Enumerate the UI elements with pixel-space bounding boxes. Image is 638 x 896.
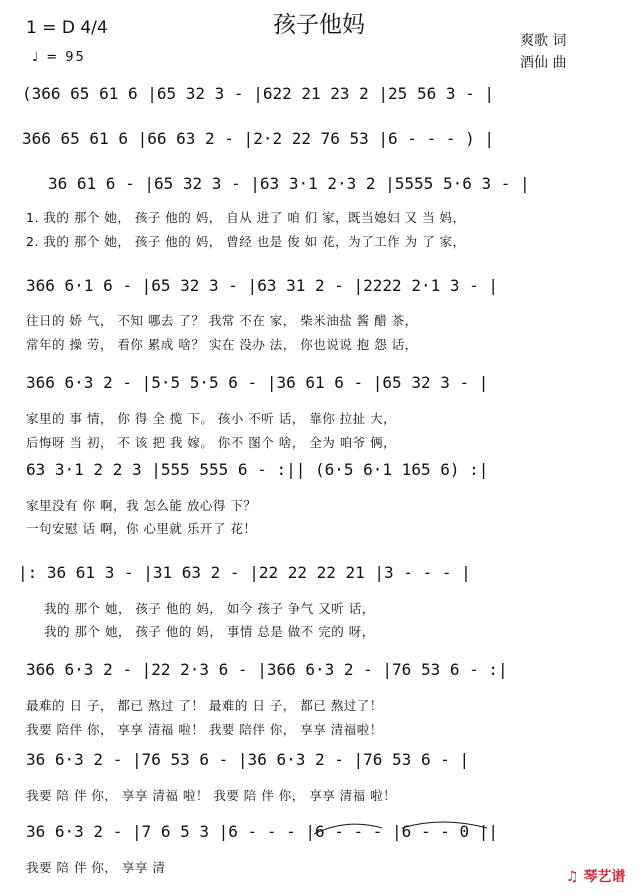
score-line: (366 65 61 6 |65 32 3 - |622 21 23 2 |25 56 3 - | — [22, 84, 495, 103]
lyric-line: 家里没有 你 啊，我 怎么能 放心得 下？ — [26, 498, 257, 513]
lyric-line: 2. 我的 那个 她， 孩子 他的 妈， 曾经 也是 俊 如 花，为了工作 为 了 家， — [26, 234, 466, 249]
score-line: 63 3·1 2 2 3 |555 555 6 - :|| (6·5 6·1 165 6) :| — [26, 460, 489, 479]
logo-icon: ♫ — [566, 869, 584, 885]
score-line: 366 6·3 2 - |22 2·3 6 - |366 6·3 2 - |76 53 6 - :| — [26, 660, 508, 679]
key-signature: 1 = D 4/4 — [26, 18, 108, 38]
composer-credit: 酒仙 曲 — [520, 55, 567, 71]
lyric-line: 我要 陪 伴 你， 享享 清 — [26, 860, 166, 875]
watermark-logo: ♫ 琴艺谱 — [566, 869, 626, 885]
lyric-line: 最难的 日 子， 都已 熬过 了！ 最难的 日 子， 都已 熬过了！ — [26, 698, 383, 713]
score-line: 36 6·3 2 - |7 6 5 3 |6 - - - |6 - - - |6 - - 0 || — [26, 822, 499, 841]
lyric-line: 常年的 操 劳， 看你 累成 啥？ 实在 没办 法， 你也说说 抱 怨 话， — [26, 337, 418, 352]
lyric-line: 1. 我的 那个 她， 孩子 他的 妈， 自从 进了 咱 们 家，既当媳妇 又 当 妈， — [26, 210, 466, 225]
score-line: 36 6·3 2 - |76 53 6 - |36 6·3 2 - |76 53 6 - | — [26, 750, 470, 769]
song-title: 孩子他妈 — [273, 12, 365, 38]
score-line: 366 6·1 6 - |65 32 3 - |63 31 2 - |2222 2·1 3 - | — [26, 276, 499, 295]
lyric-line: 我要 陪 伴 你， 享享 清福 啦！ 我要 陪 伴 你， 享享 清福 啦！ — [26, 788, 397, 803]
score-line: 366 65 61 6 |66 63 2 - |2·2 22 76 53 |6 - - - ) | — [22, 129, 495, 148]
lyric-line: 我的 那个 她， 孩子 他的 妈， 事情 总是 做不 完的 呀， — [44, 624, 375, 639]
lyric-line: 我要 陪伴 你， 享享 清福 啦！ 我要 陪伴 你， 享享 清福啦！ — [26, 722, 383, 737]
lyric-line: 后悔呀 当 初， 不 该 把 我 嫁。 你不 图个 啥， 全为 咱爷 俩， — [26, 435, 397, 450]
score-line: |: 36 61 3 - |31 63 2 - |22 22 22 21 |3 - - - | — [18, 563, 471, 582]
lyric-line: 一句安慰 话 啊，你 心里就 乐开了 花！ — [26, 521, 257, 536]
lyric-line: 家里的 事 情， 你 得 全 揽 下。 孩小 不听 话， 靠你 拉扯 大， — [26, 411, 397, 426]
lyric-line: 我的 那个 她， 孩子 他的 妈， 如今 孩子 争气 又听 话， — [44, 601, 375, 616]
lyric-line: 往日的 娇 气， 不知 哪去 了？ 我常 不在 家， 柴米油盐 酱 醋 茶， — [26, 313, 418, 328]
tempo-marking: ♩ = 95 — [32, 50, 86, 65]
lyricist-credit: 爽歌 词 — [520, 33, 567, 49]
tie-arc — [312, 818, 612, 838]
score-line: 36 61 6 - |65 32 3 - |63 3·1 2·3 2 |5555 5·6 3 - | — [48, 174, 530, 193]
score-line: 366 6·3 2 - |5·5 5·5 6 - |36 61 6 - |65 32 3 - | — [26, 373, 489, 392]
